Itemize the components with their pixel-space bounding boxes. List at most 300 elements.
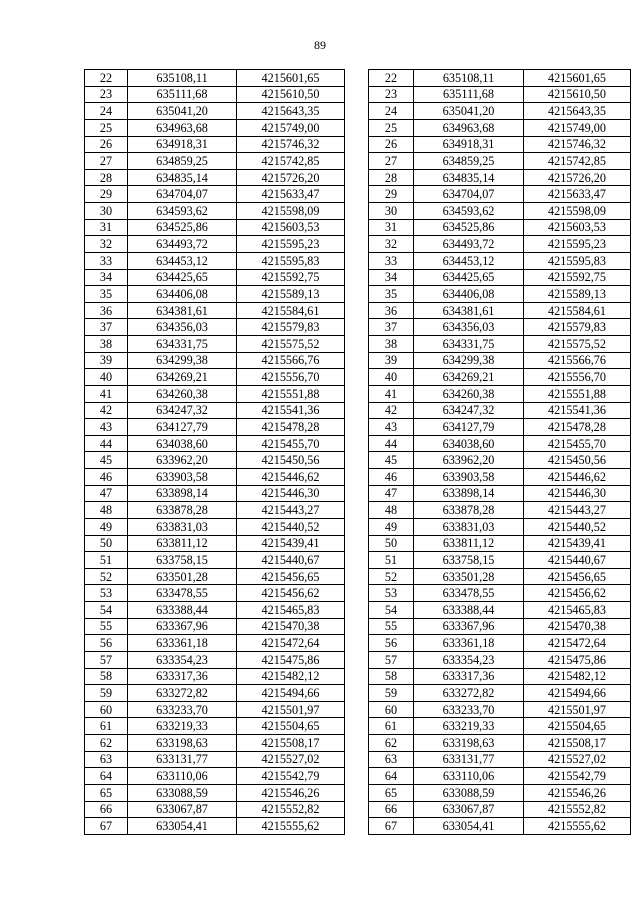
point-number-cell: 24 [369, 103, 414, 120]
point-number-cell: 60 [85, 701, 128, 718]
point-number-cell: 45 [369, 452, 414, 469]
y-coordinate-cell: 4215579,83 [237, 319, 345, 336]
left-table-row [85, 585, 345, 602]
y-coordinate-cell: 4215439,41 [524, 535, 631, 552]
y-coordinate-cell: 4215455,70 [237, 435, 345, 452]
y-coordinate-cell: 4215470,38 [524, 618, 631, 635]
left-table-row [85, 119, 345, 136]
point-number-cell: 64 [85, 768, 128, 785]
x-coordinate-cell: 633478,55 [414, 585, 524, 602]
left-table-row [85, 818, 345, 835]
point-number-cell: 65 [369, 784, 414, 801]
x-coordinate-cell: 634299,38 [414, 352, 524, 369]
point-number-cell: 43 [85, 419, 128, 436]
left-table-row [85, 169, 345, 186]
left-table-row [85, 86, 345, 103]
left-table-row [85, 336, 345, 353]
right-table-row [369, 651, 631, 668]
point-number-cell: 50 [85, 535, 128, 552]
y-coordinate-cell: 4215482,12 [237, 668, 345, 685]
right-table-row [369, 685, 631, 702]
left-table-row [85, 801, 345, 818]
left-table-row [85, 635, 345, 652]
x-coordinate-cell: 634918,31 [128, 136, 237, 153]
left-table-row [85, 219, 345, 236]
x-coordinate-cell: 634356,03 [128, 319, 237, 336]
point-number-cell: 54 [85, 602, 128, 619]
left-table-row [85, 352, 345, 369]
left-table-row [85, 602, 345, 619]
x-coordinate-cell: 633088,59 [414, 784, 524, 801]
point-number-cell: 22 [369, 70, 414, 87]
y-coordinate-cell: 4215595,23 [237, 236, 345, 253]
point-number-cell: 37 [369, 319, 414, 336]
point-number-cell: 32 [85, 236, 128, 253]
point-number-cell: 38 [85, 336, 128, 353]
left-coordinates-table [84, 69, 345, 835]
left-table-row [85, 103, 345, 120]
page-number: 89 [314, 38, 326, 52]
x-coordinate-cell: 633831,03 [128, 518, 237, 535]
right-table-row [369, 435, 631, 452]
x-coordinate-cell: 634356,03 [414, 319, 524, 336]
point-number-cell: 30 [369, 203, 414, 220]
point-number-cell: 28 [85, 169, 128, 186]
point-number-cell: 42 [85, 402, 128, 419]
y-coordinate-cell: 4215742,85 [524, 153, 631, 170]
x-coordinate-cell: 633962,20 [128, 452, 237, 469]
point-number-cell: 29 [85, 186, 128, 203]
left-table-row [85, 651, 345, 668]
x-coordinate-cell: 634331,75 [128, 336, 237, 353]
point-number-cell: 66 [85, 801, 128, 818]
point-number-cell: 48 [85, 502, 128, 519]
y-coordinate-cell: 4215601,65 [524, 70, 631, 87]
y-coordinate-cell: 4215508,17 [524, 735, 631, 752]
x-coordinate-cell: 634425,65 [128, 269, 237, 286]
y-coordinate-cell: 4215456,65 [237, 568, 345, 585]
y-coordinate-cell: 4215556,70 [524, 369, 631, 386]
point-number-cell: 64 [369, 768, 414, 785]
left-table-row [85, 153, 345, 170]
x-coordinate-cell: 633088,59 [128, 784, 237, 801]
right-table-row [369, 552, 631, 569]
right-table-row [369, 252, 631, 269]
y-coordinate-cell: 4215584,61 [524, 302, 631, 319]
x-coordinate-cell: 633903,58 [414, 469, 524, 486]
y-coordinate-cell: 4215446,30 [524, 485, 631, 502]
point-number-cell: 40 [85, 369, 128, 386]
point-number-cell: 67 [85, 818, 128, 835]
left-table-row [85, 784, 345, 801]
y-coordinate-cell: 4215472,64 [237, 635, 345, 652]
left-table-row [85, 435, 345, 452]
y-coordinate-cell: 4215456,62 [524, 585, 631, 602]
point-number-cell: 47 [369, 485, 414, 502]
x-coordinate-cell: 634493,72 [128, 236, 237, 253]
point-number-cell: 54 [369, 602, 414, 619]
y-coordinate-cell: 4215443,27 [237, 502, 345, 519]
left-table-row [85, 136, 345, 153]
y-coordinate-cell: 4215439,41 [237, 535, 345, 552]
y-coordinate-cell: 4215494,66 [524, 685, 631, 702]
y-coordinate-cell: 4215482,12 [524, 668, 631, 685]
right-table-row [369, 718, 631, 735]
left-table-row [85, 452, 345, 469]
x-coordinate-cell: 633110,06 [414, 768, 524, 785]
right-table-row [369, 86, 631, 103]
y-coordinate-cell: 4215542,79 [524, 768, 631, 785]
point-number-cell: 48 [369, 502, 414, 519]
x-coordinate-cell: 634127,79 [414, 419, 524, 436]
x-coordinate-cell: 633898,14 [414, 485, 524, 502]
right-table-row [369, 518, 631, 535]
x-coordinate-cell: 634269,21 [128, 369, 237, 386]
x-coordinate-cell: 635111,68 [128, 86, 237, 103]
point-number-cell: 59 [369, 685, 414, 702]
x-coordinate-cell: 633898,14 [128, 485, 237, 502]
x-coordinate-cell: 634381,61 [414, 302, 524, 319]
x-coordinate-cell: 634381,61 [128, 302, 237, 319]
y-coordinate-cell: 4215575,52 [524, 336, 631, 353]
point-number-cell: 34 [369, 269, 414, 286]
x-coordinate-cell: 633272,82 [128, 685, 237, 702]
x-coordinate-cell: 633233,70 [128, 701, 237, 718]
y-coordinate-cell: 4215450,56 [237, 452, 345, 469]
y-coordinate-cell: 4215450,56 [524, 452, 631, 469]
left-table-row [85, 518, 345, 535]
right-table-row [369, 502, 631, 519]
x-coordinate-cell: 633388,44 [128, 602, 237, 619]
right-table-row [369, 302, 631, 319]
x-coordinate-cell: 634859,25 [414, 153, 524, 170]
point-number-cell: 63 [369, 751, 414, 768]
point-number-cell: 57 [85, 651, 128, 668]
x-coordinate-cell: 635108,11 [128, 70, 237, 87]
y-coordinate-cell: 4215552,82 [237, 801, 345, 818]
y-coordinate-cell: 4215446,30 [237, 485, 345, 502]
point-number-cell: 41 [85, 385, 128, 402]
right-table-row [369, 419, 631, 436]
x-coordinate-cell: 633478,55 [128, 585, 237, 602]
left-table-row [85, 385, 345, 402]
x-coordinate-cell: 633219,33 [128, 718, 237, 735]
y-coordinate-cell: 4215592,75 [237, 269, 345, 286]
right-table-row [369, 369, 631, 386]
x-coordinate-cell: 634963,68 [128, 119, 237, 136]
right-table-row [369, 219, 631, 236]
point-number-cell: 41 [369, 385, 414, 402]
right-table-row [369, 535, 631, 552]
point-number-cell: 66 [369, 801, 414, 818]
x-coordinate-cell: 634525,86 [414, 219, 524, 236]
point-number-cell: 33 [369, 252, 414, 269]
y-coordinate-cell: 4215746,32 [237, 136, 345, 153]
left-table-row [85, 502, 345, 519]
right-table-row [369, 103, 631, 120]
right-table-row [369, 136, 631, 153]
right-table-row [369, 768, 631, 785]
x-coordinate-cell: 633388,44 [414, 602, 524, 619]
point-number-cell: 24 [85, 103, 128, 120]
x-coordinate-cell: 634127,79 [128, 419, 237, 436]
y-coordinate-cell: 4215555,62 [237, 818, 345, 835]
right-table-row [369, 784, 631, 801]
y-coordinate-cell: 4215556,70 [237, 369, 345, 386]
point-number-cell: 56 [85, 635, 128, 652]
y-coordinate-cell: 4215465,83 [524, 602, 631, 619]
point-number-cell: 27 [85, 153, 128, 170]
x-coordinate-cell: 633354,23 [414, 651, 524, 668]
point-number-cell: 63 [85, 751, 128, 768]
right-table-row [369, 70, 631, 87]
x-coordinate-cell: 633367,96 [128, 618, 237, 635]
y-coordinate-cell: 4215742,85 [237, 153, 345, 170]
x-coordinate-cell: 633067,87 [414, 801, 524, 818]
y-coordinate-cell: 4215610,50 [237, 86, 345, 103]
x-coordinate-cell: 633811,12 [128, 535, 237, 552]
point-number-cell: 58 [85, 668, 128, 685]
y-coordinate-cell: 4215566,76 [524, 352, 631, 369]
y-coordinate-cell: 4215455,70 [524, 435, 631, 452]
right-table-row [369, 801, 631, 818]
left-table-row [85, 252, 345, 269]
y-coordinate-cell: 4215470,38 [237, 618, 345, 635]
y-coordinate-cell: 4215726,20 [524, 169, 631, 186]
x-coordinate-cell: 634963,68 [414, 119, 524, 136]
left-table-row [85, 768, 345, 785]
x-coordinate-cell: 633317,36 [128, 668, 237, 685]
right-table-row [369, 169, 631, 186]
left-table-row [85, 302, 345, 319]
point-number-cell: 65 [85, 784, 128, 801]
y-coordinate-cell: 4215501,97 [237, 701, 345, 718]
right-table-row [369, 352, 631, 369]
right-table-row [369, 668, 631, 685]
left-table-row [85, 286, 345, 303]
y-coordinate-cell: 4215598,09 [237, 203, 345, 220]
x-coordinate-cell: 635111,68 [414, 86, 524, 103]
left-table-row [85, 735, 345, 752]
y-coordinate-cell: 4215475,86 [237, 651, 345, 668]
x-coordinate-cell: 634704,07 [128, 186, 237, 203]
point-number-cell: 53 [85, 585, 128, 602]
y-coordinate-cell: 4215541,36 [524, 402, 631, 419]
y-coordinate-cell: 4215504,65 [237, 718, 345, 735]
point-number-cell: 67 [369, 818, 414, 835]
x-coordinate-cell: 633131,77 [128, 751, 237, 768]
x-coordinate-cell: 635041,20 [128, 103, 237, 120]
y-coordinate-cell: 4215494,66 [237, 685, 345, 702]
y-coordinate-cell: 4215643,35 [237, 103, 345, 120]
right-table-row [369, 319, 631, 336]
x-coordinate-cell: 633361,18 [414, 635, 524, 652]
point-number-cell: 39 [369, 352, 414, 369]
left-table-row [85, 269, 345, 286]
right-table-row [369, 735, 631, 752]
point-number-cell: 43 [369, 419, 414, 436]
point-number-cell: 61 [369, 718, 414, 735]
y-coordinate-cell: 4215598,09 [524, 203, 631, 220]
y-coordinate-cell: 4215440,67 [237, 552, 345, 569]
left-table-row [85, 419, 345, 436]
point-number-cell: 60 [369, 701, 414, 718]
x-coordinate-cell: 634859,25 [128, 153, 237, 170]
point-number-cell: 36 [369, 302, 414, 319]
right-table-row [369, 568, 631, 585]
y-coordinate-cell: 4215546,26 [524, 784, 631, 801]
point-number-cell: 23 [369, 86, 414, 103]
right-table-row [369, 452, 631, 469]
right-table-row [369, 119, 631, 136]
x-coordinate-cell: 634038,60 [128, 435, 237, 452]
x-coordinate-cell: 633758,15 [414, 552, 524, 569]
x-coordinate-cell: 633317,36 [414, 668, 524, 685]
left-table-row [85, 485, 345, 502]
x-coordinate-cell: 634406,08 [128, 286, 237, 303]
x-coordinate-cell: 634260,38 [414, 385, 524, 402]
point-number-cell: 22 [85, 70, 128, 87]
right-table-body [369, 70, 631, 835]
point-number-cell: 30 [85, 203, 128, 220]
x-coordinate-cell: 634260,38 [128, 385, 237, 402]
point-number-cell: 45 [85, 452, 128, 469]
left-table-row [85, 369, 345, 386]
right-table-row [369, 485, 631, 502]
right-table-row [369, 286, 631, 303]
left-table-row [85, 203, 345, 220]
y-coordinate-cell: 4215501,97 [524, 701, 631, 718]
point-number-cell: 57 [369, 651, 414, 668]
point-number-cell: 25 [369, 119, 414, 136]
x-coordinate-cell: 634453,12 [128, 252, 237, 269]
y-coordinate-cell: 4215601,65 [237, 70, 345, 87]
point-number-cell: 62 [369, 735, 414, 752]
x-coordinate-cell: 633367,96 [414, 618, 524, 635]
x-coordinate-cell: 633361,18 [128, 635, 237, 652]
y-coordinate-cell: 4215527,02 [524, 751, 631, 768]
y-coordinate-cell: 4215472,64 [524, 635, 631, 652]
x-coordinate-cell: 634406,08 [414, 286, 524, 303]
point-number-cell: 26 [369, 136, 414, 153]
point-number-cell: 51 [369, 552, 414, 569]
point-number-cell: 55 [369, 618, 414, 635]
left-table-row [85, 186, 345, 203]
point-number-cell: 47 [85, 485, 128, 502]
right-table-row [369, 701, 631, 718]
y-coordinate-cell: 4215440,52 [524, 518, 631, 535]
left-table-row [85, 469, 345, 486]
left-table-row [85, 701, 345, 718]
y-coordinate-cell: 4215446,62 [237, 469, 345, 486]
right-table-row [369, 236, 631, 253]
x-coordinate-cell: 634331,75 [414, 336, 524, 353]
y-coordinate-cell: 4215478,28 [237, 419, 345, 436]
y-coordinate-cell: 4215465,83 [237, 602, 345, 619]
y-coordinate-cell: 4215552,82 [524, 801, 631, 818]
point-number-cell: 23 [85, 86, 128, 103]
left-table-row [85, 751, 345, 768]
y-coordinate-cell: 4215633,47 [237, 186, 345, 203]
x-coordinate-cell: 634835,14 [128, 169, 237, 186]
right-table-row [369, 385, 631, 402]
x-coordinate-cell: 633831,03 [414, 518, 524, 535]
point-number-cell: 50 [369, 535, 414, 552]
y-coordinate-cell: 4215749,00 [524, 119, 631, 136]
point-number-cell: 61 [85, 718, 128, 735]
point-number-cell: 44 [369, 435, 414, 452]
y-coordinate-cell: 4215456,65 [524, 568, 631, 585]
point-number-cell: 35 [369, 286, 414, 303]
x-coordinate-cell: 634299,38 [128, 352, 237, 369]
y-coordinate-cell: 4215603,53 [524, 219, 631, 236]
x-coordinate-cell: 635041,20 [414, 103, 524, 120]
point-number-cell: 52 [369, 568, 414, 585]
y-coordinate-cell: 4215643,35 [524, 103, 631, 120]
x-coordinate-cell: 633272,82 [414, 685, 524, 702]
right-table-row [369, 585, 631, 602]
left-table-row [85, 568, 345, 585]
point-number-cell: 32 [369, 236, 414, 253]
y-coordinate-cell: 4215446,62 [524, 469, 631, 486]
y-coordinate-cell: 4215575,52 [237, 336, 345, 353]
y-coordinate-cell: 4215595,23 [524, 236, 631, 253]
x-coordinate-cell: 633501,28 [128, 568, 237, 585]
point-number-cell: 29 [369, 186, 414, 203]
left-table-row [85, 668, 345, 685]
point-number-cell: 44 [85, 435, 128, 452]
right-table-row [369, 336, 631, 353]
point-number-cell: 59 [85, 685, 128, 702]
y-coordinate-cell: 4215551,88 [237, 385, 345, 402]
y-coordinate-cell: 4215542,79 [237, 768, 345, 785]
y-coordinate-cell: 4215566,76 [237, 352, 345, 369]
x-coordinate-cell: 634493,72 [414, 236, 524, 253]
point-number-cell: 62 [85, 735, 128, 752]
y-coordinate-cell: 4215456,62 [237, 585, 345, 602]
x-coordinate-cell: 633054,41 [414, 818, 524, 835]
y-coordinate-cell: 4215595,83 [237, 252, 345, 269]
y-coordinate-cell: 4215746,32 [524, 136, 631, 153]
point-number-cell: 25 [85, 119, 128, 136]
point-number-cell: 40 [369, 369, 414, 386]
point-number-cell: 33 [85, 252, 128, 269]
x-coordinate-cell: 634918,31 [414, 136, 524, 153]
x-coordinate-cell: 634593,62 [128, 203, 237, 220]
left-table-row [85, 70, 345, 87]
x-coordinate-cell: 633878,28 [128, 502, 237, 519]
point-number-cell: 31 [85, 219, 128, 236]
x-coordinate-cell: 634247,32 [414, 402, 524, 419]
x-coordinate-cell: 633198,63 [128, 735, 237, 752]
y-coordinate-cell: 4215584,61 [237, 302, 345, 319]
x-coordinate-cell: 634247,32 [128, 402, 237, 419]
y-coordinate-cell: 4215504,65 [524, 718, 631, 735]
y-coordinate-cell: 4215546,26 [237, 784, 345, 801]
x-coordinate-cell: 633219,33 [414, 718, 524, 735]
y-coordinate-cell: 4215440,67 [524, 552, 631, 569]
x-coordinate-cell: 633233,70 [414, 701, 524, 718]
x-coordinate-cell: 633067,87 [128, 801, 237, 818]
x-coordinate-cell: 634425,65 [414, 269, 524, 286]
y-coordinate-cell: 4215443,27 [524, 502, 631, 519]
point-number-cell: 26 [85, 136, 128, 153]
y-coordinate-cell: 4215633,47 [524, 186, 631, 203]
y-coordinate-cell: 4215589,13 [524, 286, 631, 303]
right-table-row [369, 751, 631, 768]
x-coordinate-cell: 633962,20 [414, 452, 524, 469]
x-coordinate-cell: 635108,11 [414, 70, 524, 87]
